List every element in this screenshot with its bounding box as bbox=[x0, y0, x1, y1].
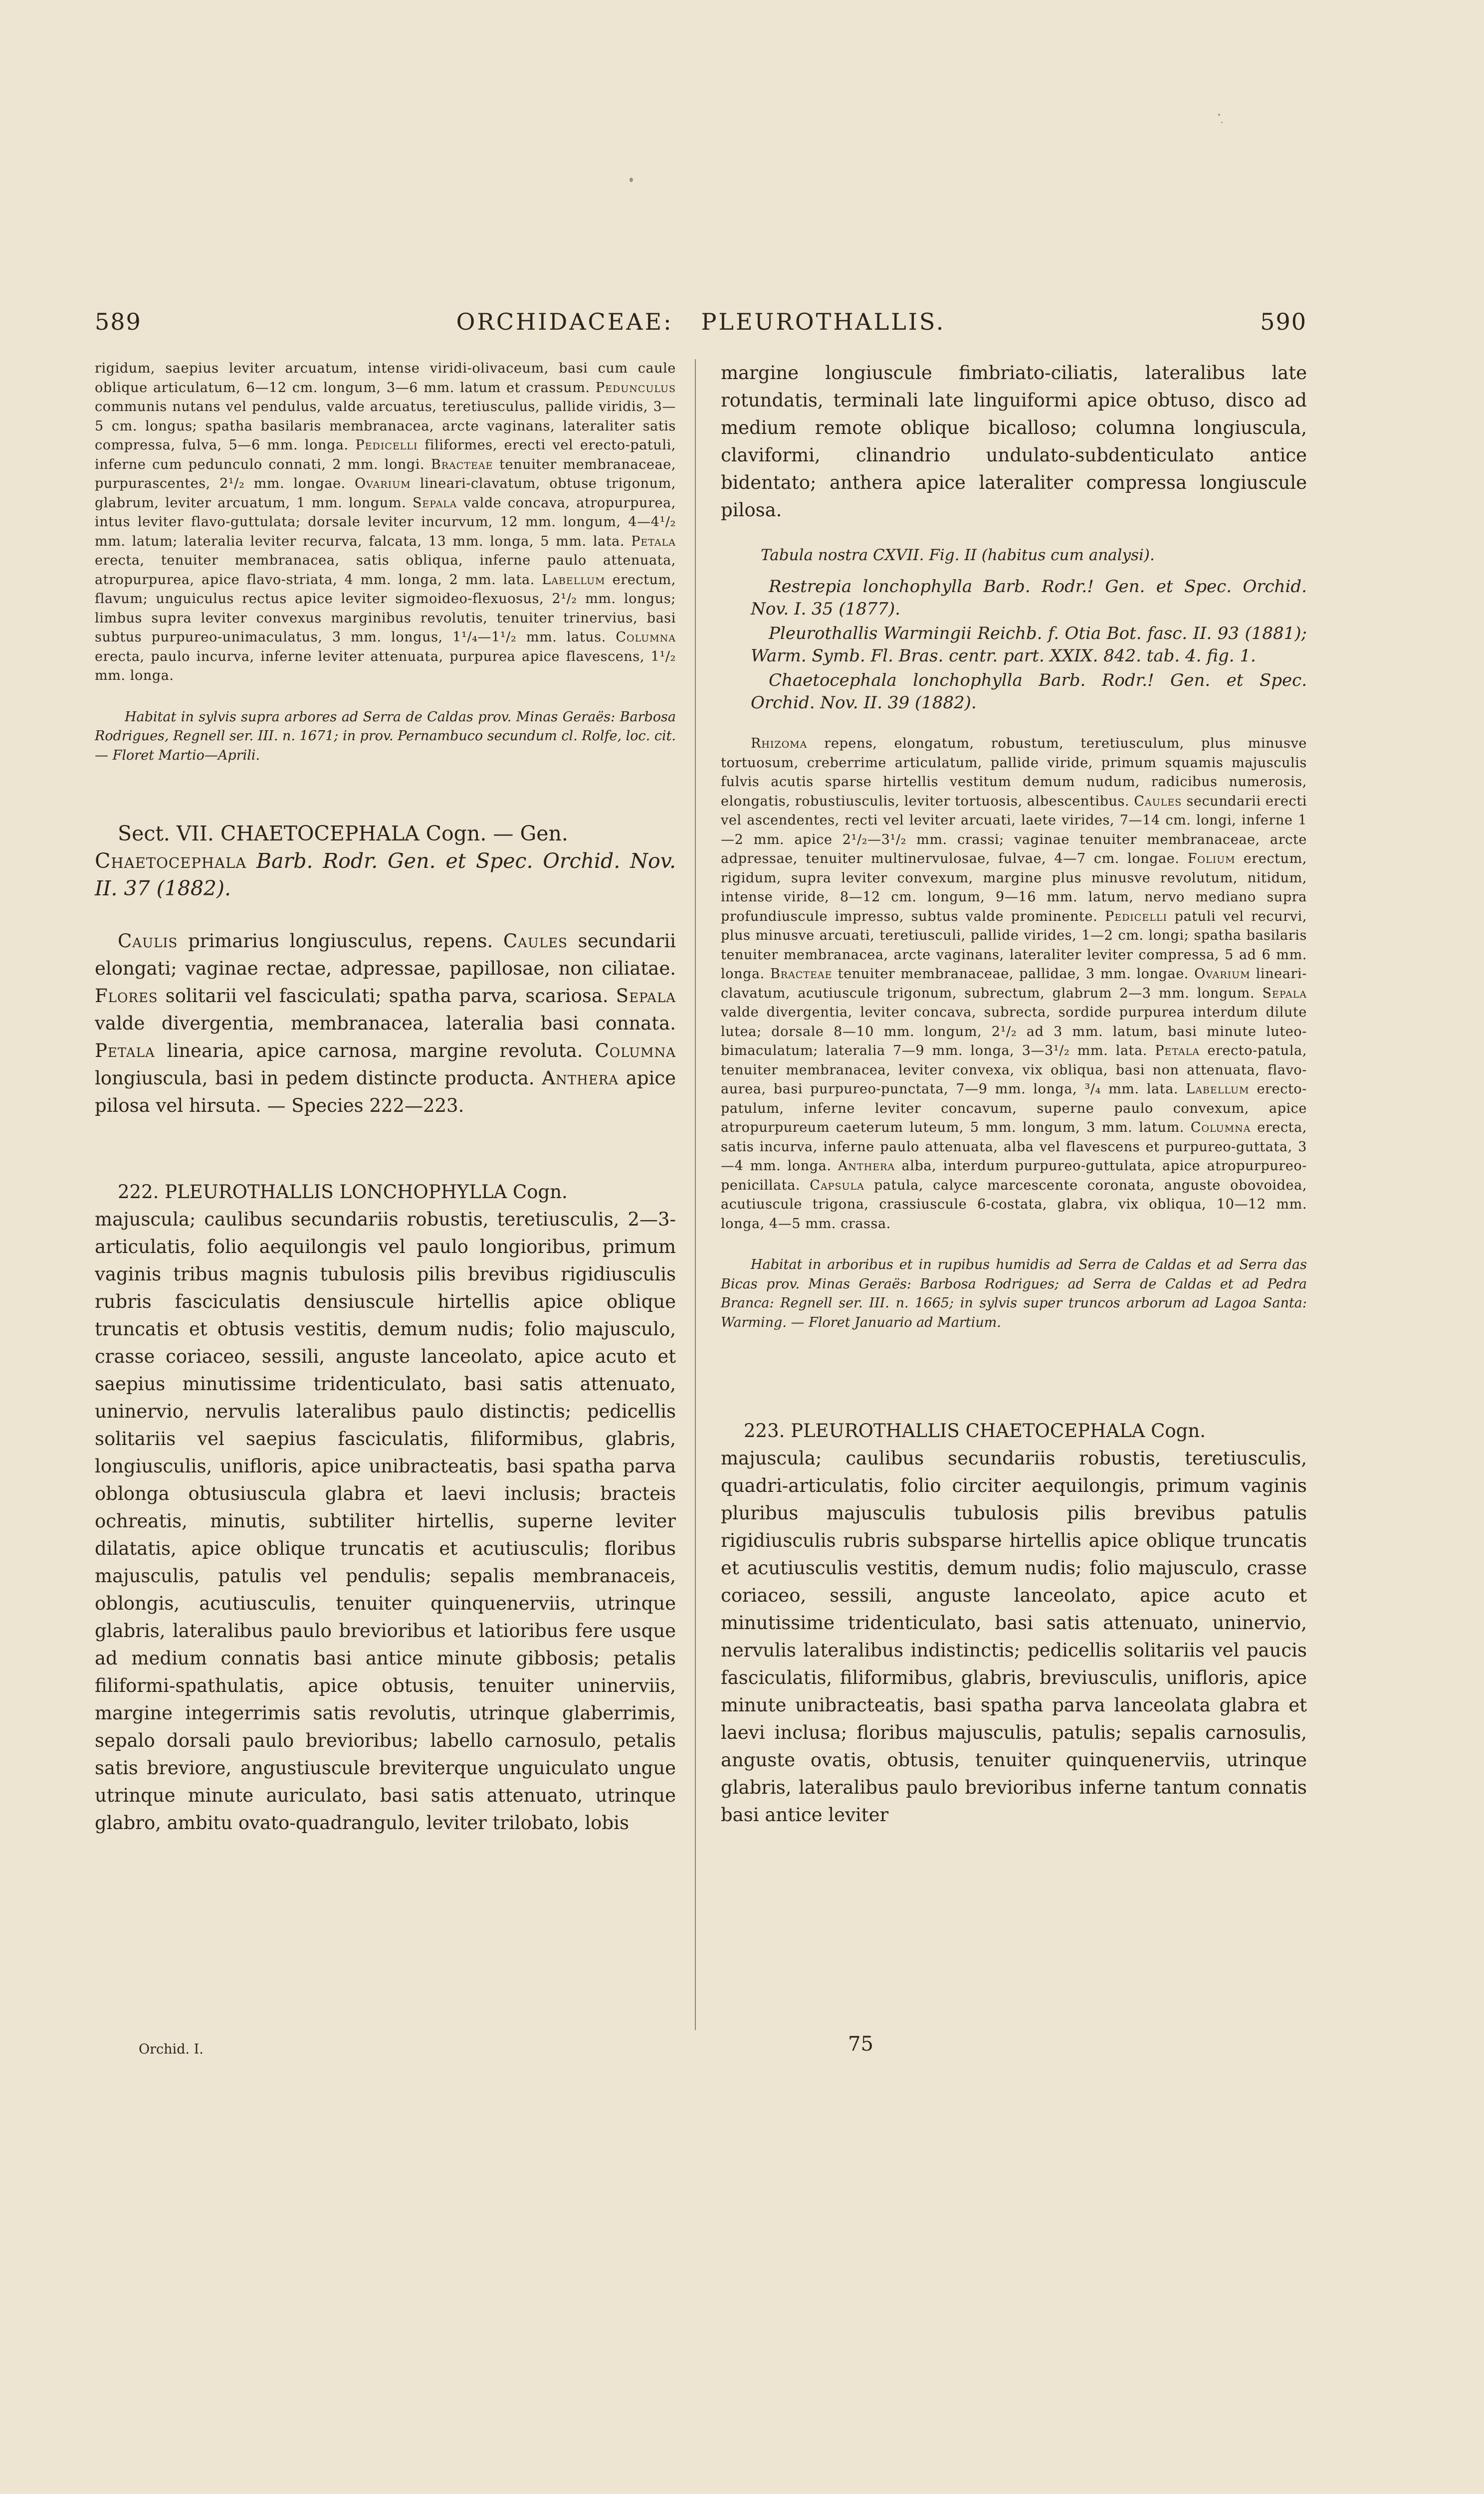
running-header bbox=[95, 308, 1307, 348]
section-synonym: Chaetocephala Barb. Rodr. Gen. et Spec. Orchid. Nov. II. 37 (1882). bbox=[95, 849, 676, 900]
synonym: Chaetocephala lonchophylla Barb. Rodr.! Gen. et Spec. Orchid. Nov. II. 39 (1882). bbox=[751, 670, 1307, 713]
paper-speck bbox=[630, 178, 633, 182]
running-title: ORCHIDACEAE: PLEUROTHALLIS. bbox=[456, 308, 946, 335]
plate-reference: Tabula nostra CXVII. Fig. II (habitus cum analysi). bbox=[761, 546, 1155, 564]
section-description: Caulis primarius longiusculus, repens. Caules secundarii elongati; vaginae rectae, adpressae, papillosae, non ciliatae. Flores solitarii vel fasciculati; spatha parva, scariosa. Sepala valde divergentia, membranacea, lateralia basi connata. Petala linearia, apice carnosa, margine revoluta. Columna longiuscula, basi in pedem distincte producta. Anthera apice pilosa vel hirsuta. — Species 222—223. bbox=[95, 930, 676, 1116]
species-222-description-continued: margine longiuscule fimbriato-ciliatis, lateralibus late rotundatis, terminali late linguiformi apice obtuso, disco ad medium remote oblique bicalloso; columna longiuscula, claviformi, clinandrio undulato-subdenticulato antice bidentato; anthera apice lateraliter compressa longiuscule pilosa. bbox=[721, 362, 1307, 521]
page-number-left: 589 bbox=[95, 308, 142, 335]
paper-speck bbox=[1221, 122, 1223, 123]
right-column bbox=[721, 359, 1307, 1829]
description-continued: rigidum, saepius leviter arcuatum, intense viridi-olivaceum, basi cum caule oblique articulatum, 6—12 cm. longum, 3—6 mm. latum et crassum. Pedunculus communis nutans vel pendulus, valde arcuatus, teretiusculus, pallide viridis, 3—5 cm. longus; spatha basilaris membranacea, arcte vaginans, lateraliter satis compressa, fulva, 5—6 mm. longa. Pedicelli filiformes, erecti vel erecto-patuli, inferne cum pedunculo connati, 2 mm. longi. Bracteae tenuiter membranaceae, purpurascentes, 2¹/₂ mm. longae. Ovarium lineari-clavatum, obtuse trigonum, glabrum, leviter arcuatum, 1 mm. longum. Sepala valde concava, atropurpurea, intus leviter flavo-guttulata; dorsale leviter incurvum, 12 mm. longum, 4—4¹/₂ mm. latum; lateralia leviter recurva, falcata, 13 mm. longa, 5 mm. lata. Petala erecta, tenuiter membranacea, satis obliqua, inferne paulo attenuata, atropurpurea, apice flavo-striata, 4 mm. longa, 2 mm. lata. Labellum erectum, flavum; unguiculus rectus apice leviter sigmoideo-flexuosus, 2¹/₂ mm. longus; limbus supra leviter convexus marginibus revolutis, tenuiter trinervius, basi subtus purpureo-unimaculatus, 3 mm. longus, 1¹/₄—1¹/₂ mm. latus. Columna erecta, paulo incurva, inferne leviter attenuata, purpurea apice flavescens, 1¹/₂ mm. longa. bbox=[95, 361, 676, 683]
species-223-heading: 223. PLEUROTHALLIS CHAETOCEPHALA Cogn. bbox=[744, 1420, 1206, 1442]
section-heading: Sect. VII. CHAETOCEPHALA Cogn. — Gen. bbox=[118, 822, 568, 845]
species-223-description: majuscula; caulibus secundariis robustis, teretiusculis, quadri-articulatis, folio circiter aequilongis, primum vaginis pluribus majusculis tubulosis pilis brevibus patulis rigidiusculis rubris subsparse hirtellis apice oblique truncatis et acutiusculis vestitis, demum nudis; folio majusculo, crasse coriaceo, sessili, anguste lanceolato, apice acuto et minutissime tridenticulato, basi satis attenuato, uninervio, nervulis lateralibus indistinctis; pedicellis solitariis vel paucis fasciculatis, filiformibus, glabris, breviusculis, unifloris, apice minute unibracteatis, basi spatha parva lanceolata glabra et laevi inclusa; floribus majusculis, patulis; sepalis carnosulis, anguste ovatis, obtusis, tenuiter quinquenerviis, utrinque glabris, lateralibus paulo brevioribus inferne tantum connatis basi antice leviter bbox=[721, 1448, 1307, 1826]
left-column bbox=[95, 359, 676, 1837]
column-divider bbox=[695, 359, 696, 2030]
synonym: Pleurothallis Warmingii Reichb. f. Otia Bot. fasc. II. 93 (1881); Warm. Symb. Fl. Bras. centr. part. XXIX. 842. tab. 4. fig. 1. bbox=[751, 624, 1307, 666]
habitat-note: Habitat in arboribus et in rupibus humidis ad Serra de Caldas et ad Serra das Bicas prov. Minas Geraës: Barbosa Rodrigues; ad Serra de Caldas et ad Pedra Branca: Regnell ser. III. n. 1665; in sylvis super truncos arborum ad Lagoa Santa: Warming. — Floret Januario ad Martium. bbox=[721, 1257, 1307, 1330]
page-number-right: 590 bbox=[1260, 308, 1307, 335]
synonym: Restrepia lonchophylla Barb. Rodr.! Gen. et Spec. Orchid. Nov. I. 35 (1877). bbox=[751, 577, 1307, 619]
habitat-note: Habitat in sylvis supra arbores ad Serra de Caldas prov. Minas Geraës: Barbosa Rodrigues, Regnell ser. III. n. 1671; in prov. Pernambuco secundum cl. Rolfe, loc. cit. — Floret Martio—Aprili. bbox=[95, 709, 676, 763]
sheet-number: 75 bbox=[848, 2033, 873, 2056]
species-222-detailed-description: Rhizoma repens, elongatum, robustum, teretiusculum, plus minusve tortuosum, creberrime articulatum, pallide viride, primum squamis majusculis fulvis acutis sparse hirtellis vestitum demum nudum, radicibus numerosis, elongatis, robustiusculis, leviter tortuosis, albescentibus. Caules secundarii erecti vel ascendentes, recti vel leviter arcuati, laete virides, 7—14 cm. longi, inferne 1—2 mm. apice 2¹/₂—3¹/₂ mm. crassi; vaginae tenuiter membranaceae, arcte adpressae, tenuiter multinervulosae, fulvae, 4—7 cm. longae. Folium erectum, rigidum, supra leviter convexum, margine plus minusve revolutum, nitidum, intense viride, 8—12 cm. longum, 9—16 mm. latum, nervo mediano supra profundiuscule impresso, subtus valde prominente. Pedicelli patuli vel recurvi, plus minusve arcuati, teretiusculi, pallide virides, 1—2 cm. longi; spatha basilaris tenuiter membranacea, arcte vaginans, lateraliter leviter compressa, 5 ad 6 mm. longa. Bracteae tenuiter membranaceae, pallidae, 3 mm. longae. Ovarium lineari-clavatum, acutiuscule trigonum, subrectum, glabrum 2—3 mm. longum. Sepala valde divergentia, leviter concava, subrecta, sordide purpurea interdum dilute lutea; dorsale 8—10 mm. longum, 2¹/₂ ad 3 mm. latum, basi minute luteo-bimaculatum; lateralia 7—9 mm. longa, 3—3¹/₂ mm. lata. Petala erecto-patula, tenuiter membranacea, leviter convexa, vix obliqua, basi non attenuata, flavo-aurea, basi purpureo-punctata, 7—9 mm. longa, ³/₄ mm. lata. Labellum erecto-patulum, inferne leviter concavum, superne paulo convexum, apice atropurpureum caeterum luteum, 5 mm. longum, 3 mm. latum. Columna erecta, satis incurva, inferne paulo attenuata, alba vel flavescens et purpureo-guttata, 3—4 mm. longa. Anthera alba, interdum purpureo-guttulata, apice atropurpureo-penicillata. Capsula patula, calyce marcescente coronata, anguste obovoidea, acutiuscule trigona, crassiuscule 6-costata, glabra, vix obliqua, 10—12 mm. longa, 4—5 mm. crassa. bbox=[721, 736, 1307, 1232]
species-222-heading: 222. PLEUROTHALLIS LONCHOPHYLLA Cogn. bbox=[118, 1181, 568, 1203]
species-222-description: majuscula; caulibus secundariis robustis, teretiusculis, 2—3-articulatis, folio aequilongis vel paulo longioribus, primum vaginis tribus magnis tubulosis pilis brevibus rigidiusculis rubris fasciculatis densiuscule hirtellis apice oblique truncatis et obtusis vestitis, demum nudis; folio majusculo, crasse coriaceo, sessili, anguste lanceolato, apice acuto et saepius minutissime tridenticulato, basi satis attenuato, uninervio, nervulis lateralibus paulo distinctis; pedicellis solitariis vel saepius fasciculatis, filiformibus, glabris, longiusculis, unifloris, apice unibracteatis, basi spatha parva oblonga obtusiuscula glabra et laevi inclusis; bracteis ochreatis, minutis, subtiliter hirtellis, superne leviter dilatatis, apice oblique truncatis et acutiusculis; floribus majusculis, patulis vel pendulis; sepalis membranaceis, oblongis, acutiusculis, tenuiter quinquenerviis, utrinque glabris, lateralibus paulo brevioribus et latioribus fere usque ad medium connatis basi antice minute gibbosis; petalis filiformi-spathulatis, apice obtusis, tenuiter uninerviis, margine integerrimis satis revolutis, utrinque glaberrimis, sepalo dorsali paulo brevioribus; labello carnosulo, petalis satis breviore, angustiuscule breviterque unguiculato ungue utrinque minute auriculato, basi satis attenuato, utrinque glabro, ambitu ovato-quadrangulo, leviter trilobato, lobis bbox=[95, 1209, 676, 1834]
paper-speck bbox=[1218, 114, 1220, 116]
signature-mark: Orchid. I. bbox=[139, 2042, 204, 2057]
